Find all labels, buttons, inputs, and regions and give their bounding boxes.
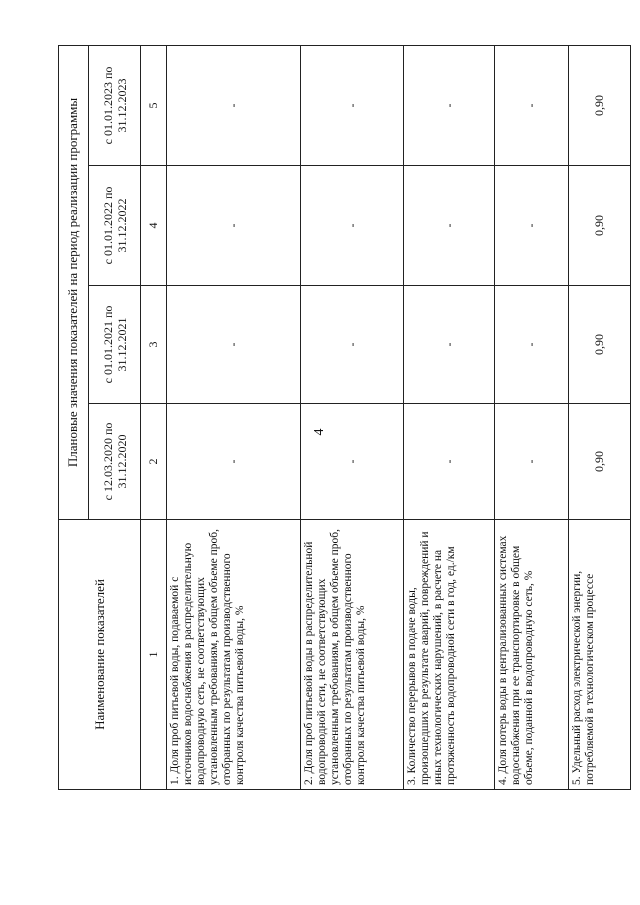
- header-period-2022: с 01.01.2022 по 31.12.2022: [88, 166, 141, 286]
- header-indicator-name: Наименование показателей: [59, 520, 141, 790]
- table-row: [301, 46, 404, 790]
- indicator-value: -: [301, 404, 404, 520]
- col-number: 5: [141, 46, 167, 166]
- indicator-value: 0,90: [569, 404, 631, 520]
- indicator-value: -: [404, 166, 495, 286]
- indicator-name: 2. Доля проб питьевой воды в распределительной водопроводной сети, не соответствующих установленным требованиям, в общем объеме проб, отобранных по результатам производственного контроля качества питьевой воды, %: [301, 520, 404, 790]
- indicator-value: -: [301, 166, 404, 286]
- table-row: [494, 46, 568, 790]
- indicator-value: -: [404, 404, 495, 520]
- indicator-name: 1. Доля проб питьевой воды, подаваемой с источников водоснабжения в распределительную водопроводную сеть, не соответствующих установленным требованиям, в общем объеме проб, отобранных по результатам производственного контроля качества питьевой воды, %: [167, 520, 301, 790]
- col-number: 1: [141, 520, 167, 790]
- page-number: 4: [312, 428, 327, 436]
- table-row: [167, 46, 301, 790]
- indicator-value: -: [494, 286, 568, 404]
- rotated-table-container: [58, 46, 631, 790]
- col-number: 4: [141, 166, 167, 286]
- table-row: [569, 46, 631, 790]
- indicator-value: -: [301, 46, 404, 166]
- col-number: 2: [141, 404, 167, 520]
- indicator-value: -: [167, 404, 301, 520]
- indicator-value: -: [494, 166, 568, 286]
- indicator-value: 0,90: [569, 166, 631, 286]
- header-plan-values: Плановые значения показателей на период реализации программы: [59, 46, 89, 520]
- header-period-2020: с 12.03.2020 по 31.12.2020: [88, 404, 141, 520]
- indicator-name: 5. Удельный расход электрической энергии, потребляемой в технологическом процессе: [569, 520, 631, 790]
- indicator-value: -: [167, 46, 301, 166]
- indicator-value: -: [404, 286, 495, 404]
- header-period-2023: с 01.01.2023 по 31.12.2023: [88, 46, 141, 166]
- indicator-value: -: [167, 166, 301, 286]
- indicator-name: 4. Доля потерь воды в централизованных системах водоснабжения при ее транспортировке в общем объеме, поданной в водопроводную сеть, %: [494, 520, 568, 790]
- indicators-table: [58, 45, 631, 790]
- table-row: [404, 46, 495, 790]
- indicator-name: 3. Количество перерывов в подаче воды, произошедших в результате аварий, повреждений и иных технологических нарушений, в расчете на протяженность водопроводной сети в год, ед./км: [404, 520, 495, 790]
- indicator-value: 0,90: [569, 46, 631, 166]
- indicator-value: -: [301, 286, 404, 404]
- header-period-2021: с 01.01.2021 по 31.12.2021: [88, 286, 141, 404]
- indicator-value: -: [167, 286, 301, 404]
- col-number: 3: [141, 286, 167, 404]
- indicator-value: -: [404, 46, 495, 166]
- indicator-value: 0,90: [569, 286, 631, 404]
- indicator-value: -: [494, 46, 568, 166]
- indicator-value: -: [494, 404, 568, 520]
